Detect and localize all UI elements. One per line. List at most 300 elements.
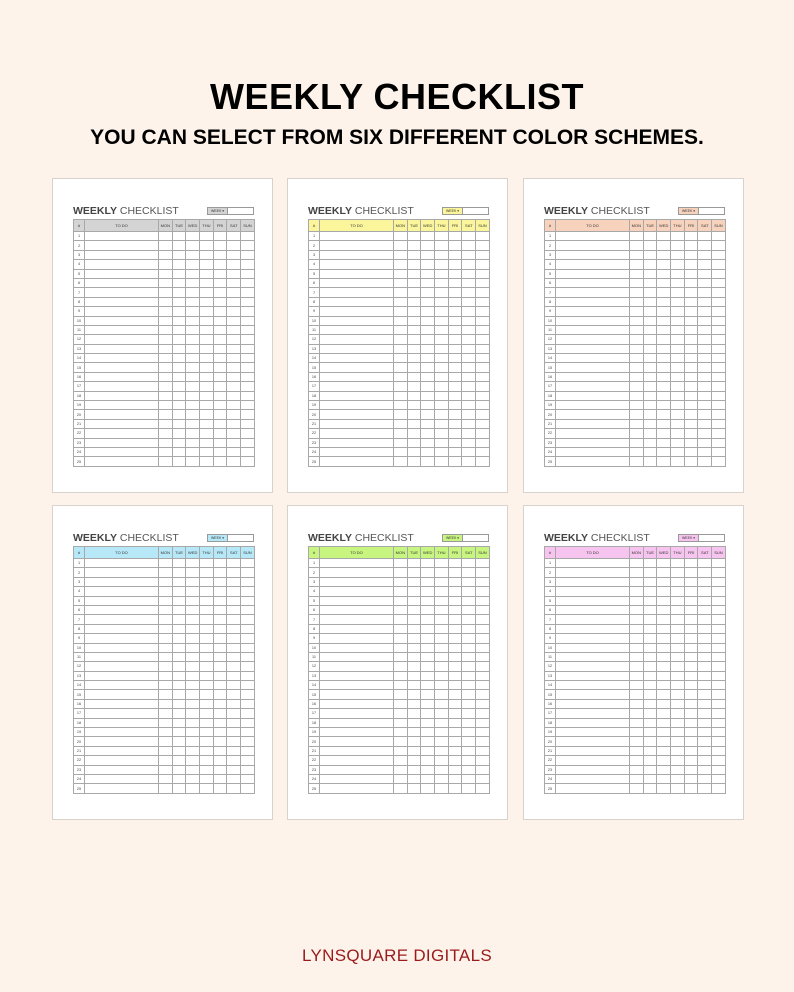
day-check-cell[interactable] xyxy=(227,363,241,372)
todo-cell[interactable] xyxy=(320,316,394,325)
day-check-cell[interactable] xyxy=(159,401,173,410)
day-check-cell[interactable] xyxy=(213,699,227,708)
day-check-cell[interactable] xyxy=(172,447,186,456)
day-check-cell[interactable] xyxy=(421,634,435,643)
day-check-cell[interactable] xyxy=(394,316,408,325)
day-check-cell[interactable] xyxy=(435,447,449,456)
day-check-cell[interactable] xyxy=(394,568,408,577)
day-check-cell[interactable] xyxy=(421,269,435,278)
todo-cell[interactable] xyxy=(320,681,394,690)
day-check-cell[interactable] xyxy=(241,774,255,783)
day-check-cell[interactable] xyxy=(435,457,449,466)
day-check-cell[interactable] xyxy=(172,681,186,690)
todo-cell[interactable] xyxy=(320,260,394,269)
day-check-cell[interactable] xyxy=(200,297,214,306)
day-check-cell[interactable] xyxy=(657,354,671,363)
day-check-cell[interactable] xyxy=(476,288,490,297)
day-check-cell[interactable] xyxy=(213,568,227,577)
day-check-cell[interactable] xyxy=(643,297,657,306)
day-check-cell[interactable] xyxy=(657,288,671,297)
day-check-cell[interactable] xyxy=(200,391,214,400)
day-check-cell[interactable] xyxy=(712,615,726,624)
day-check-cell[interactable] xyxy=(213,596,227,605)
day-check-cell[interactable] xyxy=(227,278,241,287)
day-check-cell[interactable] xyxy=(394,447,408,456)
todo-cell[interactable] xyxy=(320,419,394,428)
day-check-cell[interactable] xyxy=(159,372,173,381)
day-check-cell[interactable] xyxy=(186,391,200,400)
day-check-cell[interactable] xyxy=(241,596,255,605)
day-check-cell[interactable] xyxy=(462,344,476,353)
day-check-cell[interactable] xyxy=(421,643,435,652)
todo-cell[interactable] xyxy=(556,587,630,596)
day-check-cell[interactable] xyxy=(213,709,227,718)
day-check-cell[interactable] xyxy=(671,419,685,428)
day-check-cell[interactable] xyxy=(462,615,476,624)
day-check-cell[interactable] xyxy=(159,447,173,456)
day-check-cell[interactable] xyxy=(712,382,726,391)
day-check-cell[interactable] xyxy=(172,232,186,241)
todo-cell[interactable] xyxy=(85,746,159,755)
day-check-cell[interactable] xyxy=(671,354,685,363)
day-check-cell[interactable] xyxy=(213,372,227,381)
day-check-cell[interactable] xyxy=(241,391,255,400)
day-check-cell[interactable] xyxy=(671,615,685,624)
todo-cell[interactable] xyxy=(320,577,394,586)
day-check-cell[interactable] xyxy=(643,241,657,250)
day-check-cell[interactable] xyxy=(407,596,421,605)
day-check-cell[interactable] xyxy=(407,784,421,793)
todo-cell[interactable] xyxy=(320,756,394,765)
day-check-cell[interactable] xyxy=(421,587,435,596)
day-check-cell[interactable] xyxy=(462,662,476,671)
day-check-cell[interactable] xyxy=(671,438,685,447)
day-check-cell[interactable] xyxy=(712,335,726,344)
day-check-cell[interactable] xyxy=(186,372,200,381)
todo-cell[interactable] xyxy=(85,457,159,466)
day-check-cell[interactable] xyxy=(684,624,698,633)
day-check-cell[interactable] xyxy=(200,652,214,661)
day-check-cell[interactable] xyxy=(684,363,698,372)
day-check-cell[interactable] xyxy=(448,709,462,718)
day-check-cell[interactable] xyxy=(172,325,186,334)
day-check-cell[interactable] xyxy=(448,325,462,334)
day-check-cell[interactable] xyxy=(657,624,671,633)
day-check-cell[interactable] xyxy=(200,429,214,438)
day-check-cell[interactable] xyxy=(657,382,671,391)
day-check-cell[interactable] xyxy=(200,728,214,737)
day-check-cell[interactable] xyxy=(241,765,255,774)
day-check-cell[interactable] xyxy=(643,325,657,334)
day-check-cell[interactable] xyxy=(476,344,490,353)
day-check-cell[interactable] xyxy=(172,709,186,718)
day-check-cell[interactable] xyxy=(435,419,449,428)
day-check-cell[interactable] xyxy=(159,615,173,624)
day-check-cell[interactable] xyxy=(698,325,712,334)
day-check-cell[interactable] xyxy=(462,297,476,306)
day-check-cell[interactable] xyxy=(643,596,657,605)
day-check-cell[interactable] xyxy=(476,765,490,774)
day-check-cell[interactable] xyxy=(671,288,685,297)
day-check-cell[interactable] xyxy=(227,447,241,456)
day-check-cell[interactable] xyxy=(712,671,726,680)
day-check-cell[interactable] xyxy=(186,568,200,577)
day-check-cell[interactable] xyxy=(712,690,726,699)
day-check-cell[interactable] xyxy=(712,278,726,287)
day-check-cell[interactable] xyxy=(159,344,173,353)
day-check-cell[interactable] xyxy=(630,307,644,316)
day-check-cell[interactable] xyxy=(698,419,712,428)
day-check-cell[interactable] xyxy=(435,615,449,624)
day-check-cell[interactable] xyxy=(462,401,476,410)
day-check-cell[interactable] xyxy=(657,269,671,278)
day-check-cell[interactable] xyxy=(712,643,726,652)
day-check-cell[interactable] xyxy=(462,577,476,586)
day-check-cell[interactable] xyxy=(172,784,186,793)
day-check-cell[interactable] xyxy=(643,354,657,363)
day-check-cell[interactable] xyxy=(684,419,698,428)
day-check-cell[interactable] xyxy=(421,596,435,605)
day-check-cell[interactable] xyxy=(213,297,227,306)
day-check-cell[interactable] xyxy=(684,410,698,419)
day-check-cell[interactable] xyxy=(241,718,255,727)
day-check-cell[interactable] xyxy=(643,419,657,428)
day-check-cell[interactable] xyxy=(462,746,476,755)
todo-cell[interactable] xyxy=(556,419,630,428)
day-check-cell[interactable] xyxy=(200,250,214,259)
day-check-cell[interactable] xyxy=(630,269,644,278)
day-check-cell[interactable] xyxy=(200,260,214,269)
day-check-cell[interactable] xyxy=(159,382,173,391)
day-check-cell[interactable] xyxy=(630,765,644,774)
day-check-cell[interactable] xyxy=(186,784,200,793)
todo-cell[interactable] xyxy=(556,559,630,568)
todo-cell[interactable] xyxy=(556,438,630,447)
day-check-cell[interactable] xyxy=(159,634,173,643)
day-check-cell[interactable] xyxy=(213,325,227,334)
day-check-cell[interactable] xyxy=(213,278,227,287)
day-check-cell[interactable] xyxy=(643,709,657,718)
todo-cell[interactable] xyxy=(320,429,394,438)
day-check-cell[interactable] xyxy=(241,335,255,344)
day-check-cell[interactable] xyxy=(671,391,685,400)
day-check-cell[interactable] xyxy=(407,269,421,278)
day-check-cell[interactable] xyxy=(671,699,685,708)
day-check-cell[interactable] xyxy=(671,624,685,633)
day-check-cell[interactable] xyxy=(671,718,685,727)
day-check-cell[interactable] xyxy=(462,699,476,708)
day-check-cell[interactable] xyxy=(186,325,200,334)
todo-cell[interactable] xyxy=(320,774,394,783)
day-check-cell[interactable] xyxy=(684,690,698,699)
day-check-cell[interactable] xyxy=(394,746,408,755)
day-check-cell[interactable] xyxy=(172,250,186,259)
day-check-cell[interactable] xyxy=(671,335,685,344)
day-check-cell[interactable] xyxy=(462,278,476,287)
todo-cell[interactable] xyxy=(320,232,394,241)
day-check-cell[interactable] xyxy=(448,269,462,278)
day-check-cell[interactable] xyxy=(712,325,726,334)
day-check-cell[interactable] xyxy=(407,382,421,391)
day-check-cell[interactable] xyxy=(630,559,644,568)
day-check-cell[interactable] xyxy=(630,587,644,596)
day-check-cell[interactable] xyxy=(448,438,462,447)
day-check-cell[interactable] xyxy=(476,709,490,718)
todo-cell[interactable] xyxy=(320,269,394,278)
todo-cell[interactable] xyxy=(85,269,159,278)
day-check-cell[interactable] xyxy=(643,718,657,727)
day-check-cell[interactable] xyxy=(421,615,435,624)
day-check-cell[interactable] xyxy=(435,746,449,755)
day-check-cell[interactable] xyxy=(159,737,173,746)
day-check-cell[interactable] xyxy=(186,728,200,737)
day-check-cell[interactable] xyxy=(394,652,408,661)
day-check-cell[interactable] xyxy=(213,307,227,316)
day-check-cell[interactable] xyxy=(227,728,241,737)
day-check-cell[interactable] xyxy=(630,718,644,727)
day-check-cell[interactable] xyxy=(476,382,490,391)
day-check-cell[interactable] xyxy=(407,316,421,325)
day-check-cell[interactable] xyxy=(200,335,214,344)
day-check-cell[interactable] xyxy=(186,401,200,410)
day-check-cell[interactable] xyxy=(435,429,449,438)
day-check-cell[interactable] xyxy=(186,690,200,699)
day-check-cell[interactable] xyxy=(241,401,255,410)
day-check-cell[interactable] xyxy=(698,718,712,727)
todo-cell[interactable] xyxy=(556,269,630,278)
day-check-cell[interactable] xyxy=(227,250,241,259)
day-check-cell[interactable] xyxy=(213,429,227,438)
day-check-cell[interactable] xyxy=(657,709,671,718)
day-check-cell[interactable] xyxy=(684,438,698,447)
day-check-cell[interactable] xyxy=(476,587,490,596)
day-check-cell[interactable] xyxy=(407,615,421,624)
day-check-cell[interactable] xyxy=(462,232,476,241)
day-check-cell[interactable] xyxy=(698,447,712,456)
day-check-cell[interactable] xyxy=(476,605,490,614)
day-check-cell[interactable] xyxy=(643,765,657,774)
day-check-cell[interactable] xyxy=(407,260,421,269)
week-select[interactable] xyxy=(678,534,725,542)
day-check-cell[interactable] xyxy=(394,278,408,287)
day-check-cell[interactable] xyxy=(462,605,476,614)
day-check-cell[interactable] xyxy=(213,260,227,269)
day-check-cell[interactable] xyxy=(476,559,490,568)
day-check-cell[interactable] xyxy=(394,615,408,624)
day-check-cell[interactable] xyxy=(213,774,227,783)
todo-cell[interactable] xyxy=(85,410,159,419)
todo-cell[interactable] xyxy=(85,615,159,624)
day-check-cell[interactable] xyxy=(462,718,476,727)
day-check-cell[interactable] xyxy=(476,652,490,661)
day-check-cell[interactable] xyxy=(657,457,671,466)
todo-cell[interactable] xyxy=(85,774,159,783)
day-check-cell[interactable] xyxy=(435,260,449,269)
day-check-cell[interactable] xyxy=(172,559,186,568)
day-check-cell[interactable] xyxy=(448,288,462,297)
day-check-cell[interactable] xyxy=(421,363,435,372)
day-check-cell[interactable] xyxy=(407,372,421,381)
day-check-cell[interactable] xyxy=(712,401,726,410)
day-check-cell[interactable] xyxy=(186,260,200,269)
todo-cell[interactable] xyxy=(556,382,630,391)
day-check-cell[interactable] xyxy=(227,596,241,605)
day-check-cell[interactable] xyxy=(684,335,698,344)
day-check-cell[interactable] xyxy=(643,559,657,568)
todo-cell[interactable] xyxy=(556,681,630,690)
day-check-cell[interactable] xyxy=(462,325,476,334)
day-check-cell[interactable] xyxy=(684,784,698,793)
day-check-cell[interactable] xyxy=(407,634,421,643)
day-check-cell[interactable] xyxy=(213,269,227,278)
day-check-cell[interactable] xyxy=(671,250,685,259)
day-check-cell[interactable] xyxy=(671,737,685,746)
day-check-cell[interactable] xyxy=(172,307,186,316)
todo-cell[interactable] xyxy=(556,737,630,746)
day-check-cell[interactable] xyxy=(462,624,476,633)
day-check-cell[interactable] xyxy=(684,325,698,334)
day-check-cell[interactable] xyxy=(698,605,712,614)
day-check-cell[interactable] xyxy=(172,401,186,410)
day-check-cell[interactable] xyxy=(462,634,476,643)
day-check-cell[interactable] xyxy=(448,671,462,680)
day-check-cell[interactable] xyxy=(421,577,435,586)
day-check-cell[interactable] xyxy=(241,438,255,447)
day-check-cell[interactable] xyxy=(394,718,408,727)
day-check-cell[interactable] xyxy=(421,728,435,737)
day-check-cell[interactable] xyxy=(630,344,644,353)
day-check-cell[interactable] xyxy=(213,250,227,259)
day-check-cell[interactable] xyxy=(476,260,490,269)
day-check-cell[interactable] xyxy=(213,419,227,428)
day-check-cell[interactable] xyxy=(213,662,227,671)
day-check-cell[interactable] xyxy=(421,457,435,466)
day-check-cell[interactable] xyxy=(421,278,435,287)
todo-cell[interactable] xyxy=(85,447,159,456)
day-check-cell[interactable] xyxy=(421,624,435,633)
day-check-cell[interactable] xyxy=(213,765,227,774)
todo-cell[interactable] xyxy=(85,232,159,241)
day-check-cell[interactable] xyxy=(657,662,671,671)
day-check-cell[interactable] xyxy=(200,634,214,643)
day-check-cell[interactable] xyxy=(698,429,712,438)
day-check-cell[interactable] xyxy=(186,269,200,278)
day-check-cell[interactable] xyxy=(159,671,173,680)
todo-cell[interactable] xyxy=(556,344,630,353)
day-check-cell[interactable] xyxy=(241,784,255,793)
day-check-cell[interactable] xyxy=(172,568,186,577)
day-check-cell[interactable] xyxy=(172,260,186,269)
day-check-cell[interactable] xyxy=(172,662,186,671)
day-check-cell[interactable] xyxy=(671,568,685,577)
day-check-cell[interactable] xyxy=(448,372,462,381)
todo-cell[interactable] xyxy=(85,587,159,596)
day-check-cell[interactable] xyxy=(698,438,712,447)
day-check-cell[interactable] xyxy=(712,662,726,671)
day-check-cell[interactable] xyxy=(394,681,408,690)
todo-cell[interactable] xyxy=(320,652,394,661)
day-check-cell[interactable] xyxy=(630,447,644,456)
todo-cell[interactable] xyxy=(85,419,159,428)
day-check-cell[interactable] xyxy=(476,784,490,793)
day-check-cell[interactable] xyxy=(421,382,435,391)
day-check-cell[interactable] xyxy=(200,681,214,690)
day-check-cell[interactable] xyxy=(186,410,200,419)
day-check-cell[interactable] xyxy=(657,690,671,699)
day-check-cell[interactable] xyxy=(698,577,712,586)
day-check-cell[interactable] xyxy=(712,344,726,353)
day-check-cell[interactable] xyxy=(227,681,241,690)
todo-cell[interactable] xyxy=(85,709,159,718)
day-check-cell[interactable] xyxy=(200,447,214,456)
todo-cell[interactable] xyxy=(85,652,159,661)
todo-cell[interactable] xyxy=(556,568,630,577)
day-check-cell[interactable] xyxy=(476,457,490,466)
todo-cell[interactable] xyxy=(556,615,630,624)
day-check-cell[interactable] xyxy=(159,250,173,259)
day-check-cell[interactable] xyxy=(684,737,698,746)
day-check-cell[interactable] xyxy=(435,438,449,447)
day-check-cell[interactable] xyxy=(421,354,435,363)
day-check-cell[interactable] xyxy=(630,577,644,586)
day-check-cell[interactable] xyxy=(684,634,698,643)
day-check-cell[interactable] xyxy=(448,447,462,456)
day-check-cell[interactable] xyxy=(227,746,241,755)
day-check-cell[interactable] xyxy=(407,718,421,727)
day-check-cell[interactable] xyxy=(712,681,726,690)
day-check-cell[interactable] xyxy=(657,681,671,690)
day-check-cell[interactable] xyxy=(657,605,671,614)
day-check-cell[interactable] xyxy=(186,662,200,671)
day-check-cell[interactable] xyxy=(671,634,685,643)
day-check-cell[interactable] xyxy=(435,269,449,278)
day-check-cell[interactable] xyxy=(407,344,421,353)
day-check-cell[interactable] xyxy=(227,419,241,428)
day-check-cell[interactable] xyxy=(407,577,421,586)
todo-cell[interactable] xyxy=(556,756,630,765)
day-check-cell[interactable] xyxy=(200,325,214,334)
day-check-cell[interactable] xyxy=(476,756,490,765)
day-check-cell[interactable] xyxy=(394,260,408,269)
day-check-cell[interactable] xyxy=(630,232,644,241)
day-check-cell[interactable] xyxy=(643,662,657,671)
day-check-cell[interactable] xyxy=(435,605,449,614)
day-check-cell[interactable] xyxy=(172,391,186,400)
day-check-cell[interactable] xyxy=(671,278,685,287)
day-check-cell[interactable] xyxy=(394,232,408,241)
day-check-cell[interactable] xyxy=(630,260,644,269)
day-check-cell[interactable] xyxy=(462,671,476,680)
day-check-cell[interactable] xyxy=(394,605,408,614)
day-check-cell[interactable] xyxy=(462,316,476,325)
day-check-cell[interactable] xyxy=(200,457,214,466)
day-check-cell[interactable] xyxy=(630,681,644,690)
day-check-cell[interactable] xyxy=(159,269,173,278)
day-check-cell[interactable] xyxy=(435,737,449,746)
day-check-cell[interactable] xyxy=(462,457,476,466)
day-check-cell[interactable] xyxy=(200,288,214,297)
day-check-cell[interactable] xyxy=(407,699,421,708)
todo-cell[interactable] xyxy=(85,391,159,400)
day-check-cell[interactable] xyxy=(671,681,685,690)
day-check-cell[interactable] xyxy=(462,652,476,661)
day-check-cell[interactable] xyxy=(213,737,227,746)
todo-cell[interactable] xyxy=(85,325,159,334)
day-check-cell[interactable] xyxy=(476,746,490,755)
day-check-cell[interactable] xyxy=(630,438,644,447)
day-check-cell[interactable] xyxy=(172,728,186,737)
day-check-cell[interactable] xyxy=(462,568,476,577)
